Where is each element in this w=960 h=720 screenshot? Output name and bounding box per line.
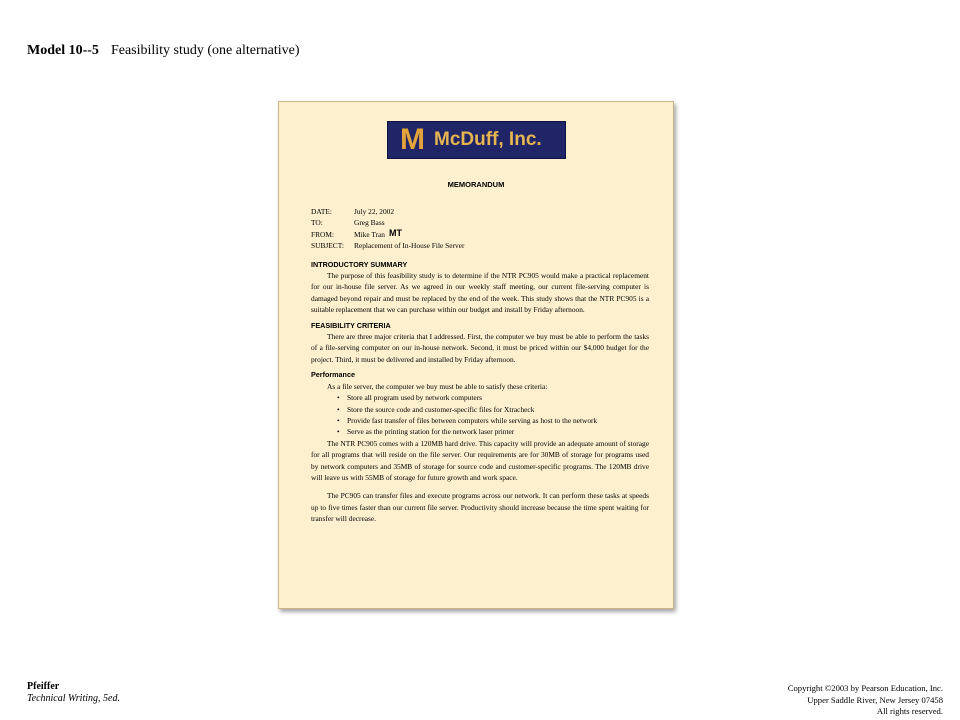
header-value: Replacement of In-House File Server <box>354 241 465 251</box>
header-label: TO: <box>311 218 323 228</box>
header-value: Greg Bass <box>354 218 385 228</box>
header-row-subject <box>311 240 649 251</box>
list-item: • Provide fast transfer of files between computers while serving as host to the network <box>337 415 649 426</box>
criteria-bullet-list <box>311 392 649 438</box>
company-logo <box>387 121 566 159</box>
list-item: • Store the source code and customer-specific files for Xtracheck <box>337 404 649 415</box>
criteria-paragraph: There are three major criteria that I addressed. First, the computer we buy must be able to perform the tasks of a file-serving computer on our in-house network. Second, it must be priced within our $4,000 budget for the project. Third, it must be delivered and installed by Friday afternoon. <box>311 332 649 364</box>
handwritten-initials: MT <box>389 227 403 238</box>
footer-book-title: Technical Writing, 5ed. <box>27 693 120 704</box>
header-value: Mike Tran <box>354 229 386 239</box>
footer-credit <box>27 681 120 705</box>
footer-copyright <box>788 683 943 718</box>
memo-heading: MEMORANDUM <box>447 180 505 189</box>
transfer-paragraph: The PC905 can transfer files and execute programs across our network. It can perform these tasks at speeds up to five times faster than our current file server. Productivity should increase because the time spent waiting for transfer will decrease. <box>311 491 649 524</box>
section-title-performance: Performance <box>311 370 355 380</box>
logo-company-name: McDuff, Inc. <box>434 129 542 150</box>
slide-title <box>27 43 300 59</box>
logo-initial: M <box>400 123 425 156</box>
header-label: SUBJECT: <box>311 241 344 251</box>
intro-paragraph: The purpose of this feasibility study is to determine if the NTR PC905 would make a practical replacement for our in-house file server. As we agreed in our weekly staff meeting, our current file-serving computer is damaged beyond repair and must be replaced by the end of the week. This study shows that the NTR PC905 is a suitable replacement that we can purchase within our budget and install by Friday afternoon. <box>311 271 649 315</box>
list-item: • Serve as the printing station for the network laser printer <box>337 426 649 437</box>
model-label: Model 10--5 <box>27 43 99 58</box>
storage-paragraph: The NTR PC905 comes with a 120MB hard drive. This capacity will provide an adequate amount of storage for all programs that will reside on the file server. Our requirements are for 30MB of storage for programs used by network computers and 35MB of storage for source code and customer-specific programs. The 120MB drive will leave us with 55MB of storage for future growth and work space. <box>311 438 649 482</box>
copyright-line: Upper Saddle River, New Jersey 07458 <box>807 694 943 705</box>
performance-intro: As a file server, the computer we buy must be able to satisfy these criteria: <box>327 381 548 391</box>
slide-caption: Feasibility study (one alternative) <box>110 43 300 58</box>
copyright-line: Copyright ©2003 by Pearson Education, Inc. <box>787 683 943 693</box>
memo-page <box>278 101 674 609</box>
footer-author: Pfeiffer <box>27 681 60 692</box>
header-label: FROM: <box>311 229 335 239</box>
header-value: July 22, 2002 <box>354 207 395 216</box>
header-row-date <box>311 206 649 217</box>
header-label: DATE: <box>311 207 332 216</box>
copyright-line: All rights reserved. <box>876 706 943 716</box>
list-item: • Store all program used by network computers <box>337 392 649 403</box>
section-title-criteria: FEASIBILITY CRITERIA <box>311 320 391 330</box>
section-title-intro: INTRODUCTORY SUMMARY <box>311 259 408 269</box>
header-row-to <box>311 217 649 228</box>
header-row-from <box>311 229 649 240</box>
memo-body <box>311 206 649 525</box>
memo-header-block <box>311 206 649 252</box>
